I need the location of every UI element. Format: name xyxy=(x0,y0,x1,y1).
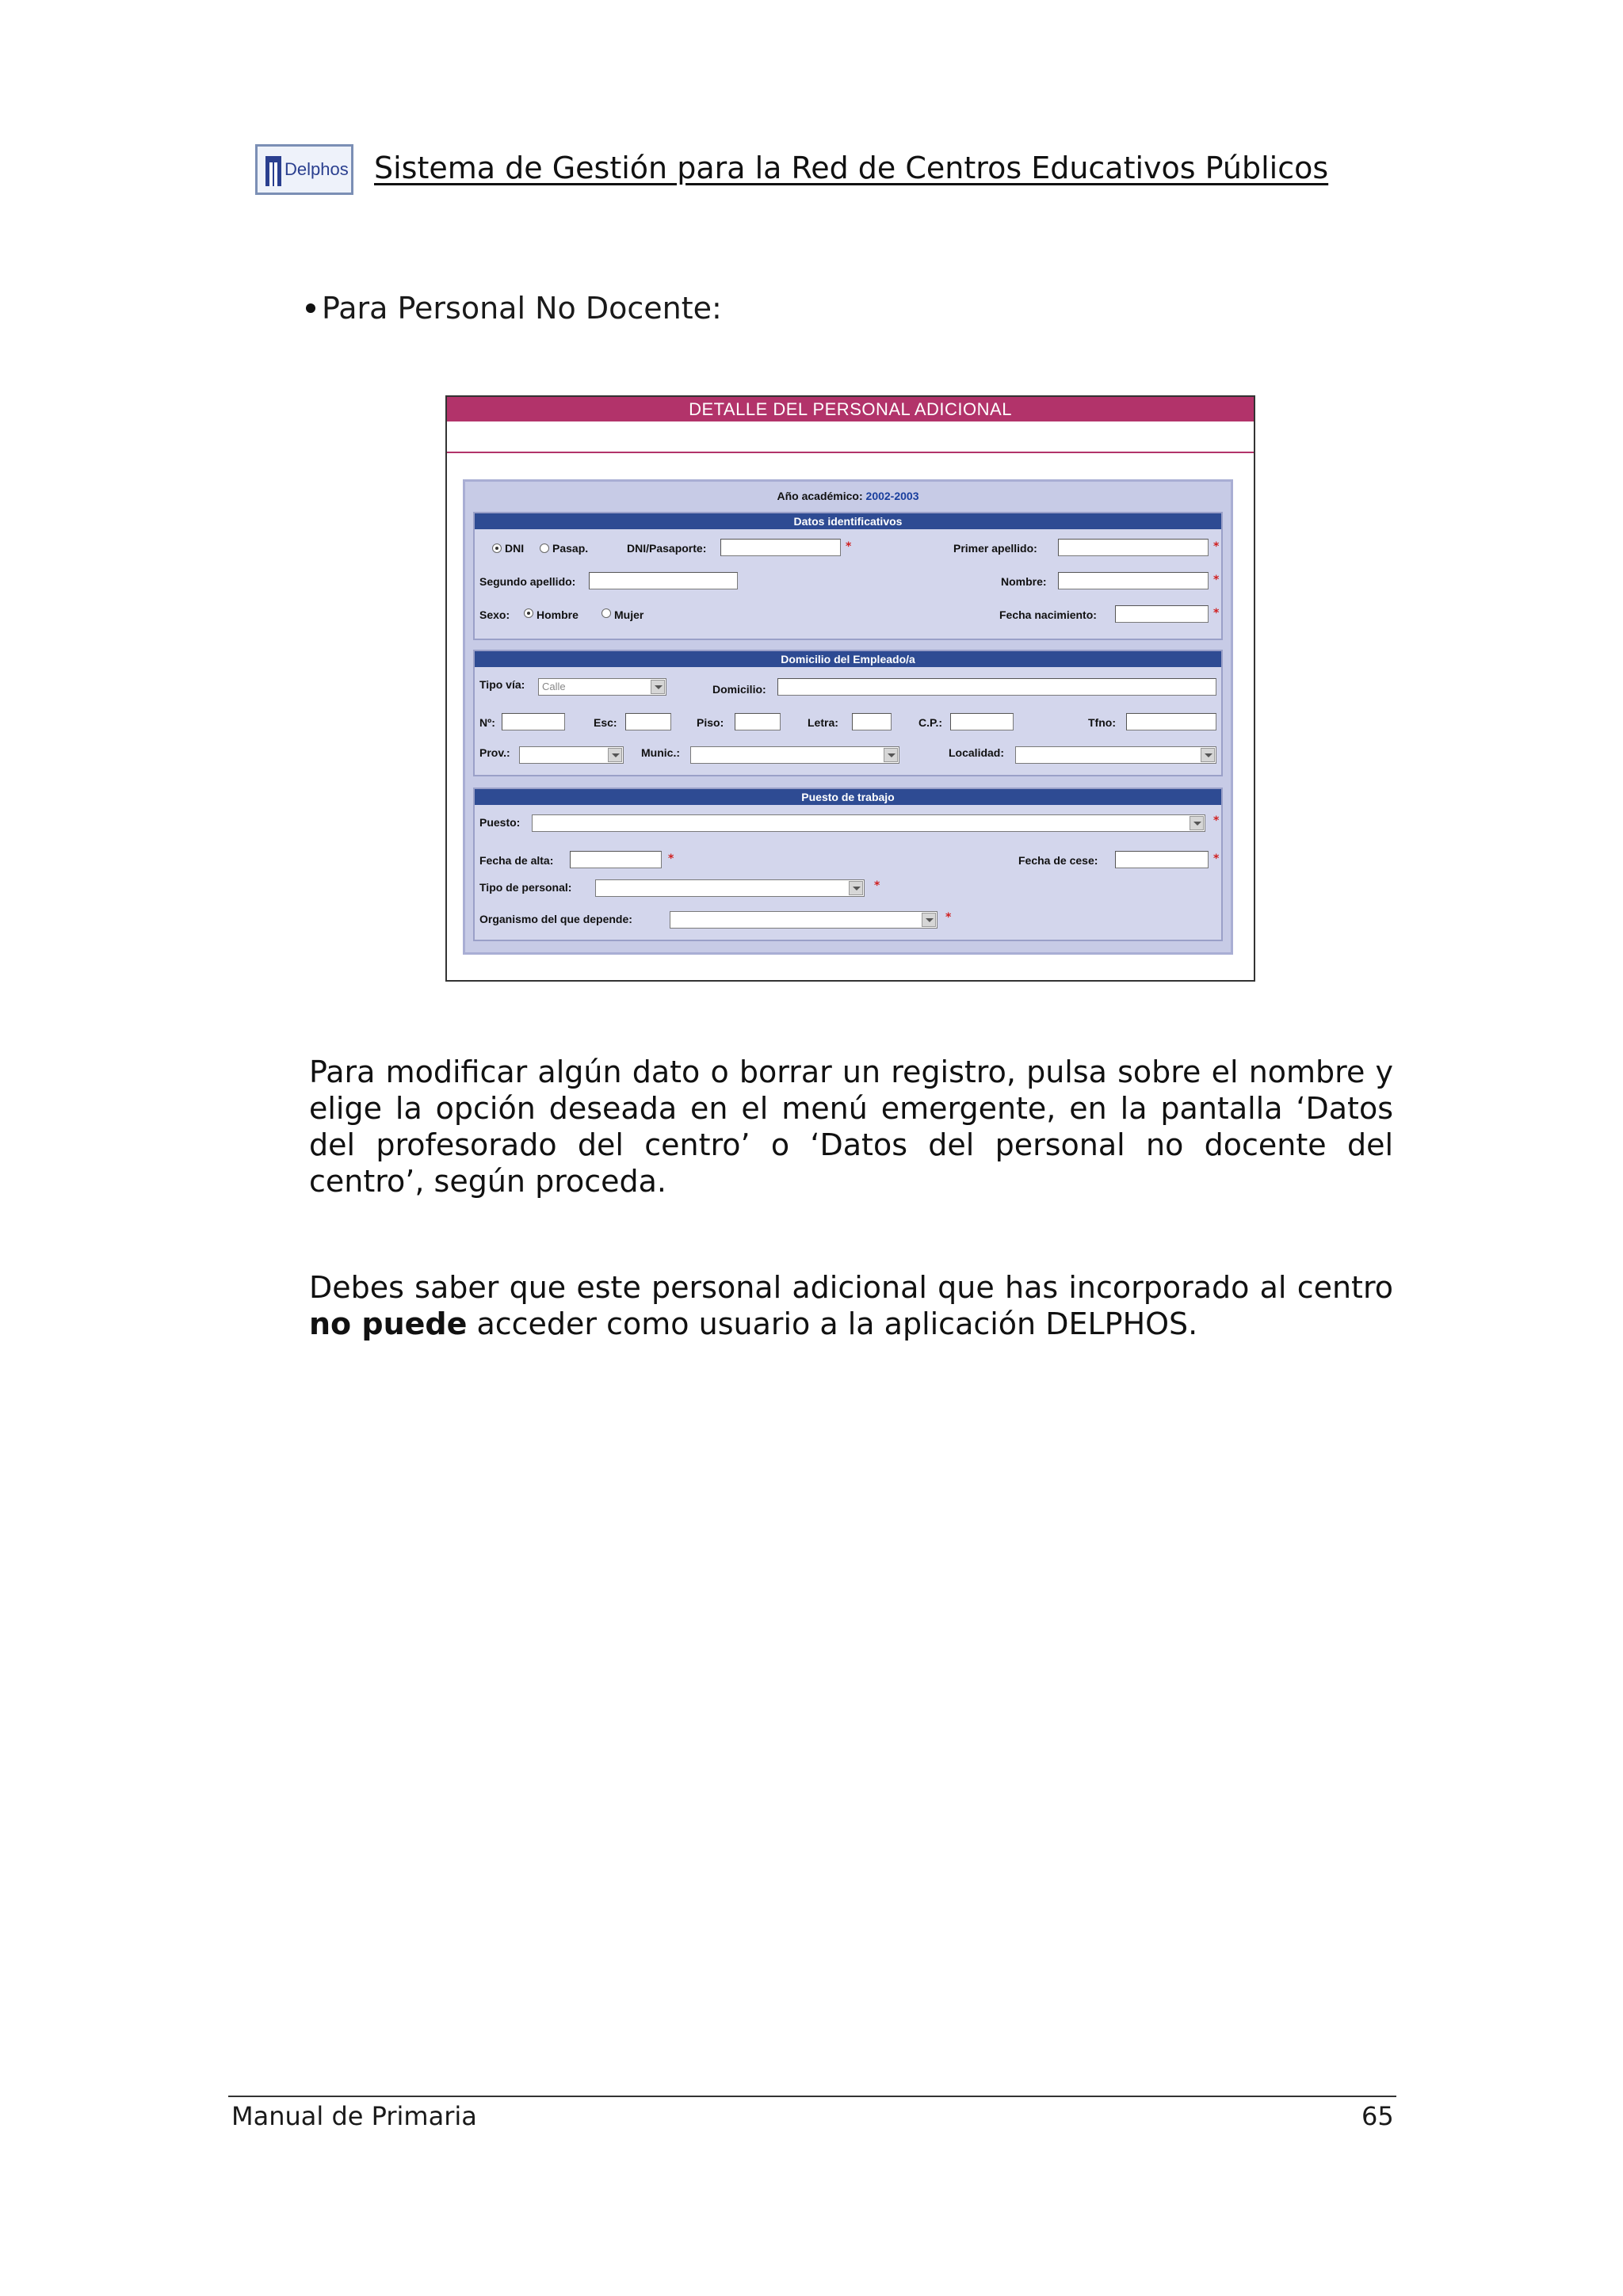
chevron-down-icon[interactable] xyxy=(884,748,898,762)
paragraph-aviso-bold: no puede xyxy=(309,1306,468,1341)
section-datos-identificativos xyxy=(473,512,1223,640)
required-mark: * xyxy=(1213,540,1220,553)
chevron-down-icon[interactable] xyxy=(1190,816,1204,830)
organismo-select[interactable] xyxy=(670,911,938,929)
required-mark: * xyxy=(1213,814,1220,827)
pillar-icon xyxy=(265,156,281,186)
primer-apellido-label: Primer apellido: xyxy=(953,542,1037,555)
academic-year-label: Año académico: xyxy=(777,490,863,502)
fecha-nacimiento-input[interactable] xyxy=(1115,605,1209,623)
footer-manual-title: Manual de Primaria xyxy=(231,2101,477,2131)
escalera-label: Esc: xyxy=(594,716,617,729)
fecha-cese-label: Fecha de cese: xyxy=(1018,854,1098,867)
pasaporte-radio[interactable] xyxy=(540,543,549,553)
segundo-apellido-input[interactable] xyxy=(589,572,738,589)
puesto-select[interactable] xyxy=(532,814,1205,832)
letra-label: Letra: xyxy=(808,716,838,729)
telefono-label: Tfno: xyxy=(1088,716,1116,729)
fecha-alta-label: Fecha de alta: xyxy=(479,854,554,867)
tipo-via-label: Tipo vía: xyxy=(479,678,525,691)
cp-label: C.P.: xyxy=(918,716,943,729)
tipo-personal-label: Tipo de personal: xyxy=(479,881,572,894)
mujer-radio[interactable] xyxy=(601,608,611,618)
localidad-select[interactable] xyxy=(1015,746,1216,764)
sexo-label: Sexo: xyxy=(479,608,510,621)
required-mark: * xyxy=(668,852,674,865)
dni-radio[interactable] xyxy=(492,543,502,553)
form-window-title: DETALLE DEL PERSONAL ADICIONAL xyxy=(447,397,1254,421)
municipio-label: Munic.: xyxy=(641,746,680,759)
nombre-label: Nombre: xyxy=(1001,575,1047,588)
chevron-down-icon[interactable] xyxy=(608,748,622,762)
piso-label: Piso: xyxy=(697,716,724,729)
provincia-label: Prov.: xyxy=(479,746,510,759)
numero-label: Nº: xyxy=(479,716,495,729)
required-mark: * xyxy=(1213,852,1220,865)
tipo-via-select[interactable] xyxy=(538,678,666,696)
piso-input[interactable] xyxy=(735,713,781,730)
letra-input[interactable] xyxy=(852,713,892,730)
municipio-select[interactable] xyxy=(690,746,899,764)
numero-input[interactable] xyxy=(502,713,565,730)
telefono-input[interactable] xyxy=(1126,713,1216,730)
primer-apellido-input[interactable] xyxy=(1058,539,1209,556)
paragraph-aviso-end: acceder como usuario a la aplicación DELPHOS. xyxy=(467,1306,1198,1341)
dni-option-label: DNI xyxy=(505,542,525,555)
delphos-logo xyxy=(255,144,353,195)
localidad-label: Localidad: xyxy=(949,746,1005,759)
form-panel xyxy=(463,479,1233,955)
pasaporte-option-label: Pasap. xyxy=(552,542,589,555)
academic-year xyxy=(465,490,1231,502)
fecha-alta-input[interactable] xyxy=(570,851,662,868)
section-heading: Puesto de trabajo xyxy=(475,789,1221,805)
domicilio-input[interactable] xyxy=(777,678,1216,696)
chevron-down-icon[interactable] xyxy=(1201,748,1215,762)
academic-year-value: 2002-2003 xyxy=(865,490,919,502)
provincia-select[interactable] xyxy=(519,746,624,764)
logo-text: Delphos xyxy=(285,159,349,179)
dni-pasaporte-input[interactable] xyxy=(720,539,841,556)
section-heading: Datos identificativos xyxy=(475,513,1221,529)
paragraph-aviso-start: Debes saber que este personal adicional que has incorporado al centro xyxy=(309,1270,1393,1305)
chevron-down-icon[interactable] xyxy=(922,913,936,927)
section-domicilio xyxy=(473,650,1223,776)
section-heading: Domicilio del Empleado/a xyxy=(475,651,1221,667)
required-mark: * xyxy=(945,911,952,924)
dni-pasaporte-label: DNI/Pasaporte: xyxy=(627,542,707,555)
bullet-icon xyxy=(306,303,315,313)
required-mark: * xyxy=(1213,574,1220,586)
required-mark: * xyxy=(1213,607,1220,620)
page-header xyxy=(255,144,1349,200)
required-mark: * xyxy=(874,879,880,892)
organismo-label: Organismo del que depende: xyxy=(479,913,632,925)
chevron-down-icon[interactable] xyxy=(849,881,863,895)
fecha-nacimiento-label: Fecha nacimiento: xyxy=(999,608,1097,621)
paragraph-aviso xyxy=(309,1269,1393,1342)
header-title: Sistema de Gestión para la Red de Centros Educativos Públicos xyxy=(374,151,1329,185)
footer-divider xyxy=(228,2096,1396,2097)
fecha-cese-input[interactable] xyxy=(1115,851,1209,868)
chevron-down-icon[interactable] xyxy=(651,680,665,694)
form-toolbar-area xyxy=(447,421,1254,453)
hombre-option-label: Hombre xyxy=(537,608,579,621)
cp-input[interactable] xyxy=(950,713,1014,730)
page-number: 65 xyxy=(1361,2101,1394,2131)
required-mark: * xyxy=(846,540,852,553)
nombre-input[interactable] xyxy=(1058,572,1209,589)
bullet-text: Para Personal No Docente: xyxy=(322,291,722,326)
escalera-input[interactable] xyxy=(625,713,671,730)
mujer-option-label: Mujer xyxy=(614,608,644,621)
form-screenshot xyxy=(445,395,1255,982)
segundo-apellido-label: Segundo apellido: xyxy=(479,575,576,588)
tipo-personal-select[interactable] xyxy=(595,879,865,897)
domicilio-label: Domicilio: xyxy=(712,683,766,696)
hombre-radio[interactable] xyxy=(524,608,533,618)
section-puesto-trabajo xyxy=(473,788,1223,941)
paragraph-modificar: Para modificar algún dato o borrar un registro, pulsa sobre el nombre y elige la opción deseada en el menú emergente, en la pantalla ‘Datos del profesorado del centro’ o ‘Datos del personal no docente del centro’, según proceda. xyxy=(309,1055,1393,1199)
puesto-label: Puesto: xyxy=(479,816,521,829)
bullet-item xyxy=(306,291,722,326)
tipo-via-value: Calle xyxy=(542,681,566,692)
